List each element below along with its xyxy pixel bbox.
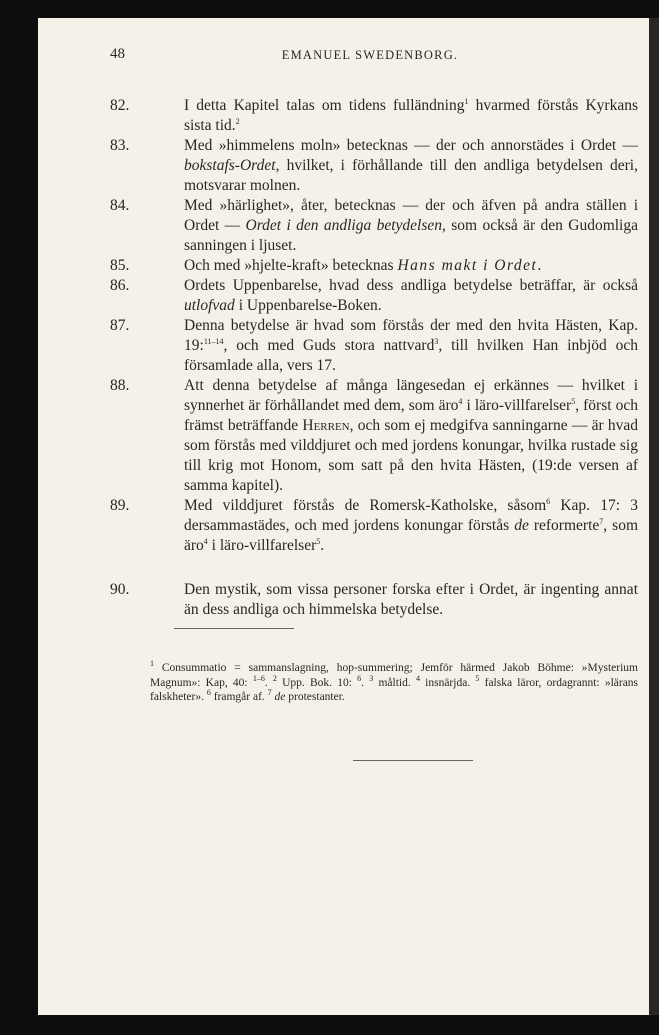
entry-87 [110,316,638,376]
entry-86 [110,276,638,316]
entry-number: 82. [110,97,130,114]
footnote-marker: 7 [267,688,272,698]
footnote-divider [174,628,294,629]
footnote-marker: 3 [369,673,374,683]
entry-text: Att denna betydelse af många längesedan ej erkännes — hvilket i synnerhet är förhållandet med dem, som äro$^4$ i läro-villfarelser$^5$, först och främst beträffande Herren, och som ej medgifva sanningarne — är hvad som förstås med vilddjuret och med jordens konungar, hvilka rustade sig till krig mot Honom, som satt på den hvita Hästen, (19:de versen af samma kapitel). [184,377,638,494]
entry-number: 83. [110,137,130,154]
entry-text: Ordets Uppenbarelse, hvad dess andliga betydelse beträffar, är också utlofvad i Uppenbarelse-Boken. [184,277,638,314]
entry-89 [110,496,638,556]
entry-84 [110,196,638,256]
footnote-ref: 7 [599,516,604,526]
footnote-ref: 5 [571,396,576,406]
footnote-ref: 1 [464,96,469,106]
footnotes: $^1$ Consummatio = sammanslagning, hop-summering; Jemför härmed Jakob Böhme: »Mysterium Magnum»: Kap, 40: $^{1-6}$. $^2$ Upp. Bok. 10: $^6$. $^3$ måltid. $^4$ insnärjda. $^5$ falska läror, ordagrannt: »lärans falskheter». $^6$ framgår af. $^7$ de protestanter. [150,659,639,703]
entry-85 [110,256,638,276]
entry-text: I detta Kapitel talas om tidens fulländning$^1$ hvarmed förstås Kyrkans sista tid.$^2$ [184,96,638,134]
entry-number: 90. [110,581,130,598]
entry-text: Denna betydelse är hvad som förstås der med den hvita Hästen, Kap. 19:$^{11-14}$, och med Guds stora nattvard$^3$, till hvilken Han inbjöd och församlade alla, vers 17. [184,317,638,374]
entry-number: 87. [110,317,130,334]
entry-number: 88. [110,377,130,394]
entry-text: Den mystik, som vissa personer forska efter i Ordet, är ingenting annat än dess andliga och himmelska betydelse. [184,581,638,618]
footnote-marker: 2 [272,673,277,683]
paragraph-gap [110,556,638,580]
entry-number: 89. [110,497,130,514]
emphasis: de [274,691,286,703]
page-number: 48 [110,46,125,62]
footnote-ref: 6 [546,496,551,506]
entry-number: 86. [110,277,130,294]
emphasis: utlofvad [184,297,235,314]
footnote-ref: 2 [235,116,240,126]
footnote-marker: 5 [475,673,480,683]
entry-text: Med vilddjuret förstås de Romersk-Katholske, såsom$^6$ Kap. 17: 3 dersammastädes, och med jordens konungar förstås de reformerte$^7$, som äro$^4$ i läro-villfarelser$^5$. [184,496,639,554]
footnote-marker: 6 [206,688,211,698]
footnote-ref: 4 [203,536,208,546]
bottom-divider [353,760,473,761]
entry-90 [110,580,638,620]
entry-text: Med »härlighet», åter, betecknas — der och äfven på andra ställen i Ordet — Ordet i den andliga betydelsen, som också är den Gudomliga sanningen i ljuset. [184,197,638,254]
numbered-entries [110,96,638,635]
footnote-marker: 1 [150,659,154,669]
entry-82 [110,96,638,136]
running-head: EMANUEL SWEDENBORG. [281,48,459,62]
emphasis: de [514,517,529,534]
entry-88 [110,376,638,496]
emphasis: Hans makt i Ordet [397,257,538,274]
footnote-ref: 4 [458,396,463,406]
entry-text: Med »himmelens moln» betecknas — der och annorstädes i Ordet — bokstafs-Ordet, hvilket, i förhållande till den andliga betydelsen deri, motsvarar molnen. [184,137,638,194]
small-caps-name: Herren [302,417,350,434]
entry-number: 85. [110,257,130,274]
page-header [110,46,630,68]
footnote-ref: 3 [434,336,439,346]
emphasis: Ordet i den andliga betydelsen [245,217,443,234]
emphasis: bokstafs-Ordet [184,157,276,174]
entry-number: 84. [110,197,130,214]
footnote-ref: 5 [316,536,321,546]
verse-range: 11–14 [203,336,224,346]
entry-83 [110,136,638,196]
footnote-marker: 4 [415,673,420,683]
page-edge [649,18,659,1015]
entry-text: Och med »hjelte-kraft» betecknas Hans makt i Ordet. [184,257,542,274]
